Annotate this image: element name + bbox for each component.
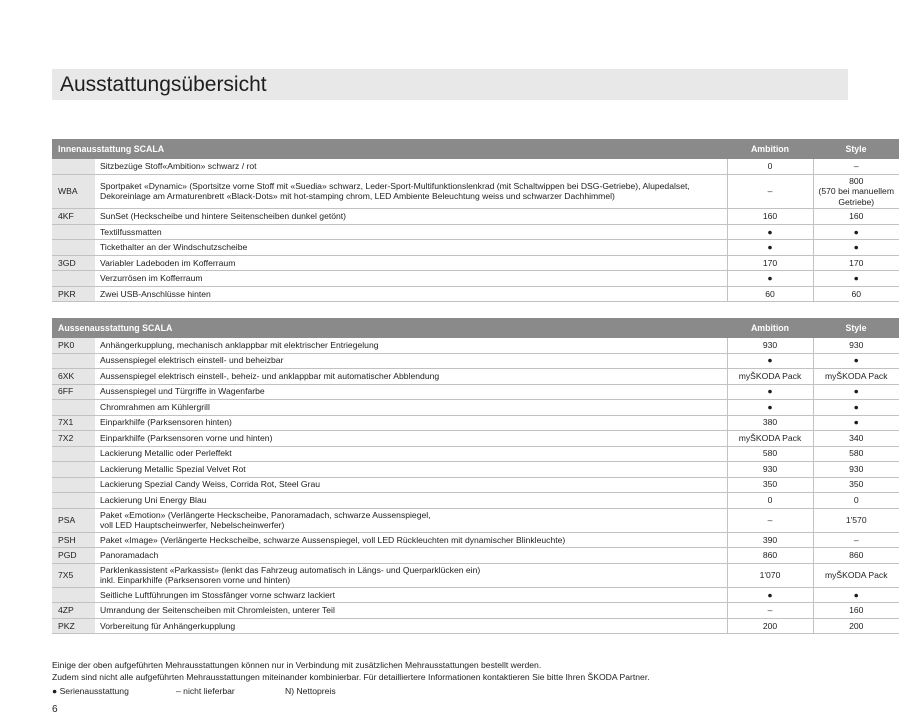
option-code: 7X5 <box>52 563 95 587</box>
option-description: Verzurrösen im Kofferraum <box>95 271 727 287</box>
price-style: ● <box>813 353 899 369</box>
option-description: Seitliche Luftführungen im Stossfänger vorne schwarz lackiert <box>95 587 727 603</box>
table-row <box>52 255 899 271</box>
price-ambition: – <box>727 174 813 209</box>
price-ambition: 930 <box>727 338 813 353</box>
price-ambition: ● <box>727 400 813 416</box>
option-description: Lackierung Uni Energy Blau <box>95 493 727 509</box>
option-code <box>52 477 95 493</box>
option-code: 4ZP <box>52 603 95 619</box>
price-ambition: myŠKODA Pack <box>727 369 813 385</box>
price-style: 580 <box>813 446 899 462</box>
option-description: Parklenkassistent «Parkassist» (lenkt das Fahrzeug automatisch in Längs- und Querparklücken ein) inkl. Einparkhilfe (Parksensoren vorne und hinten) <box>95 563 727 587</box>
price-style: ● <box>813 384 899 400</box>
option-code <box>52 271 95 287</box>
price-style: ● <box>813 224 899 240</box>
price-style: ● <box>813 271 899 287</box>
option-code: PKR <box>52 286 95 302</box>
table-row <box>52 431 899 447</box>
table-row <box>52 548 899 564</box>
exterior-equipment-table <box>52 318 899 634</box>
table-row <box>52 446 899 462</box>
price-style: 350 <box>813 477 899 493</box>
table-row <box>52 338 899 353</box>
table-row <box>52 532 899 548</box>
table-row <box>52 400 899 416</box>
table-row <box>52 587 899 603</box>
option-description: Tickethalter an der Windschutzscheibe <box>95 240 727 256</box>
option-code: PSA <box>52 508 95 532</box>
price-ambition: 930 <box>727 462 813 478</box>
option-description: Panoramadach <box>95 548 727 564</box>
option-description: Einparkhilfe (Parksensoren hinten) <box>95 415 727 431</box>
price-style: 170 <box>813 255 899 271</box>
option-code: 7X1 <box>52 415 95 431</box>
table-row <box>52 603 899 619</box>
option-code <box>52 446 95 462</box>
price-ambition: 1'070 <box>727 563 813 587</box>
price-style: 200 <box>813 618 899 634</box>
price-style: 860 <box>813 548 899 564</box>
option-description: Lackierung Metallic oder Perleffekt <box>95 446 727 462</box>
price-ambition: 380 <box>727 415 813 431</box>
option-code: 6XK <box>52 369 95 385</box>
option-description: Paket «Image» (Verlängerte Heckscheibe, schwarze Aussenspiegel, voll LED Rückleuchten mit dynamischer Blinkleuchte) <box>95 532 727 548</box>
price-ambition: 0 <box>727 493 813 509</box>
price-style: – <box>813 159 899 174</box>
legend-series-equipment: ● Serienausstattung <box>52 686 129 696</box>
table-row <box>52 271 899 287</box>
option-description: Textilfussmatten <box>95 224 727 240</box>
option-description: Sitzbezüge Stoff«Ambition» schwarz / rot <box>95 159 727 174</box>
footer-note-line: Zudem sind nicht alle aufgeführten Mehrausstattungen miteinander kombinierbar. Für detailliertere Informationen kontaktieren Sie bitte Ihren ŠKODA Partner. <box>52 671 650 682</box>
option-description: SunSet (Heckscheibe und hintere Seitenscheiben dunkel getönt) <box>95 209 727 225</box>
table-row <box>52 508 899 532</box>
option-code: PKZ <box>52 618 95 634</box>
table-row <box>52 353 899 369</box>
price-style: ● <box>813 415 899 431</box>
price-style: myŠKODA Pack <box>813 563 899 587</box>
option-description: Anhängerkupplung, mechanisch anklappbar mit elektrischer Entriegelung <box>95 338 727 353</box>
legend-not-available: – nicht lieferbar <box>176 686 235 696</box>
price-ambition: 0 <box>727 159 813 174</box>
footer-note-line: Einige der oben aufgeführten Mehrausstattungen können nur in Verbindung mit zusätzlichen Mehrausstattungen bestellt werden. <box>52 660 542 670</box>
table-row <box>52 384 899 400</box>
option-code <box>52 224 95 240</box>
option-code: WBA <box>52 174 95 209</box>
option-description: Aussenspiegel und Türgriffe in Wagenfarbe <box>95 384 727 400</box>
option-code: 3GD <box>52 255 95 271</box>
price-ambition: myŠKODA Pack <box>727 431 813 447</box>
table-row <box>52 477 899 493</box>
option-description: Aussenspiegel elektrisch einstell-, beheiz- und anklappbar mit automatischer Abblendung <box>95 369 727 385</box>
table-title: Aussenausstattung SCALA <box>52 318 727 338</box>
option-description: Umrandung der Seitenscheiben mit Chromleisten, unterer Teil <box>95 603 727 619</box>
price-style: 930 <box>813 338 899 353</box>
table-row <box>52 286 899 302</box>
option-description: Zwei USB-Anschlüsse hinten <box>95 286 727 302</box>
option-description: Lackierung Metallic Spezial Velvet Rot <box>95 462 727 478</box>
price-style: 0 <box>813 493 899 509</box>
price-ambition: 580 <box>727 446 813 462</box>
price-ambition: 200 <box>727 618 813 634</box>
table-row <box>52 369 899 385</box>
footer-note <box>52 660 650 683</box>
table-row <box>52 159 899 174</box>
option-description: Lackierung Spezial Candy Weiss, Corrida Rot, Steel Grau <box>95 477 727 493</box>
option-description: Einparkhilfe (Parksensoren vorne und hinten) <box>95 431 727 447</box>
table-row <box>52 563 899 587</box>
option-code: 6FF <box>52 384 95 400</box>
legend-net-price: N) Nettopreis <box>285 686 336 696</box>
interior-equipment-table <box>52 139 899 302</box>
column-style: Style <box>813 139 899 159</box>
option-description: Sportpaket «Dynamic» (Sportsitze vorne Stoff mit «Suedia» schwarz, Leder-Sport-Multifunktionslenkrad (mit Schaltwippen bei DSG-Getriebe), Alupedalset, Dekoreinlage am Armaturenbrett «Black-Dots» mit hot-stamping chrom, LED Ambiente Beleuchtung weiss und schwarzer Dachhimmel) <box>95 174 727 209</box>
price-style: ● <box>813 240 899 256</box>
table-row <box>52 618 899 634</box>
price-ambition: ● <box>727 224 813 240</box>
option-description: Vorbereitung für Anhängerkupplung <box>95 618 727 634</box>
price-ambition: ● <box>727 384 813 400</box>
option-code <box>52 400 95 416</box>
table-row <box>52 493 899 509</box>
table-header-row <box>52 318 899 338</box>
price-style: ● <box>813 587 899 603</box>
table-row <box>52 224 899 240</box>
price-style: ● <box>813 400 899 416</box>
price-style: myŠKODA Pack <box>813 369 899 385</box>
page-title: Ausstattungsübersicht <box>52 69 848 100</box>
price-style: 160 <box>813 209 899 225</box>
price-style: 800 (570 bei manuellem Getriebe) <box>813 174 899 209</box>
page-number: 6 <box>52 704 58 715</box>
option-code: 4KF <box>52 209 95 225</box>
option-code: 7X2 <box>52 431 95 447</box>
price-ambition: ● <box>727 271 813 287</box>
price-ambition: 60 <box>727 286 813 302</box>
price-ambition: ● <box>727 240 813 256</box>
column-ambition: Ambition <box>727 139 813 159</box>
price-ambition: 350 <box>727 477 813 493</box>
price-ambition: 390 <box>727 532 813 548</box>
option-description: Chromrahmen am Kühlergrill <box>95 400 727 416</box>
table-title: Innenausstattung SCALA <box>52 139 727 159</box>
option-code <box>52 493 95 509</box>
option-code <box>52 353 95 369</box>
option-code <box>52 240 95 256</box>
price-style: 340 <box>813 431 899 447</box>
option-code <box>52 462 95 478</box>
option-description: Aussenspiegel elektrisch einstell- und beheizbar <box>95 353 727 369</box>
table-row <box>52 462 899 478</box>
price-ambition: ● <box>727 353 813 369</box>
price-style: 60 <box>813 286 899 302</box>
table-row <box>52 415 899 431</box>
price-ambition: 860 <box>727 548 813 564</box>
table-row <box>52 209 899 225</box>
table-row <box>52 174 899 209</box>
column-style: Style <box>813 318 899 338</box>
price-ambition: ● <box>727 587 813 603</box>
price-ambition: – <box>727 508 813 532</box>
option-code <box>52 159 95 174</box>
price-style: 930 <box>813 462 899 478</box>
price-style: 160 <box>813 603 899 619</box>
option-code: PK0 <box>52 338 95 353</box>
table-header-row <box>52 139 899 159</box>
option-code: PSH <box>52 532 95 548</box>
option-description: Paket «Emotion» (Verlängerte Heckscheibe, Panoramadach, schwarze Aussenspiegel, voll LED Hauptscheinwerfer, Nebelscheinwerfer) <box>95 508 727 532</box>
price-style: – <box>813 532 899 548</box>
price-style: 1'570 <box>813 508 899 532</box>
column-ambition: Ambition <box>727 318 813 338</box>
table-row <box>52 240 899 256</box>
option-code: PGD <box>52 548 95 564</box>
price-ambition: 160 <box>727 209 813 225</box>
price-ambition: 170 <box>727 255 813 271</box>
option-description: Variabler Ladeboden im Kofferraum <box>95 255 727 271</box>
option-code <box>52 587 95 603</box>
price-ambition: – <box>727 603 813 619</box>
